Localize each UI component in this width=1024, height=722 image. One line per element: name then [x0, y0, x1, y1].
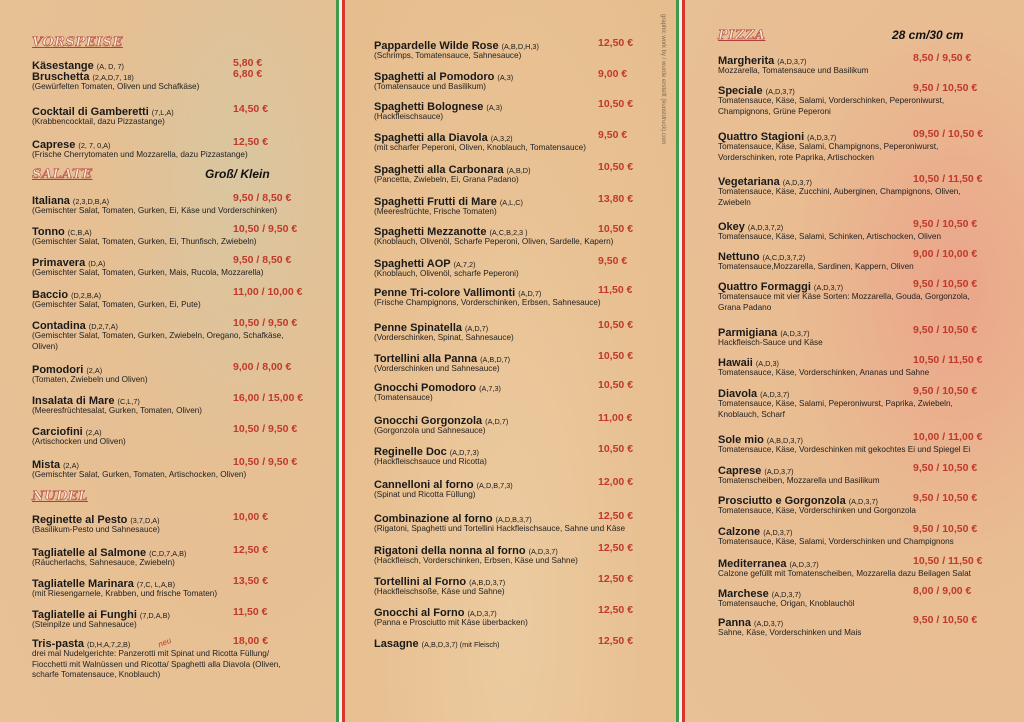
flag-stripe-red	[342, 0, 345, 722]
dish-name: Spaghetti Bolognese	[374, 101, 484, 113]
dish-name: Italiana	[32, 195, 70, 207]
dish-description: Calzone gefüllt mit Tomatenscheiben, Mozzarella dazu Beilagen Salat	[718, 569, 971, 578]
dish-name: Reginelle Doc	[374, 446, 447, 458]
dish-description: (Gewürfelten Tomaten, Oliven und Schafkäse)	[32, 82, 200, 91]
menu-item	[374, 634, 499, 652]
dish-description: (Hackfleischsoße, Käse und Sahne)	[374, 587, 505, 596]
dish-description: Sahne, Käse, Vorderschinken und Mais	[718, 628, 862, 637]
dish-name: Cannelloni al forno	[374, 479, 474, 491]
dish-price: 18,00 €	[233, 635, 269, 647]
dish-price: 12,50 €	[233, 544, 269, 556]
dish-name: Vegetariana	[718, 176, 780, 188]
dish-name: Penne Spinatella	[374, 322, 463, 334]
allergen-codes: (7,C, L,A,B)	[136, 580, 176, 589]
dish-name: Prosciutto e Gorgonzola	[718, 495, 846, 507]
allergen-codes: (A,D,3,7)	[848, 497, 878, 506]
dish-price: 9,50 / 10,50 €	[913, 278, 978, 290]
dish-description: Tomatensauce, Käse, Vorderschinken und Gorgonzola	[718, 506, 916, 515]
dish-name: Caprese	[32, 139, 76, 151]
dish-name: Gnocchi al Forno	[374, 607, 465, 619]
dish-description: (Rigatoni, Spaghetti und Tortellini Hackfleischsauce, Sahne und Käse	[374, 524, 626, 533]
dish-description: (Frische Champignons, Vorderschinken, Erbsen, Sahnesauce)	[374, 298, 601, 307]
allergen-codes: (A,D,3,7)	[771, 590, 801, 599]
allergen-codes: (A,D,3,7)	[765, 87, 795, 96]
dish-price: 5,80 €	[233, 57, 263, 69]
allergen-codes: (A,3,2)	[490, 134, 513, 143]
dish-description: Zwiebeln	[718, 197, 751, 207]
dish-name: Tagliatelle al Salmone	[32, 547, 147, 559]
dish-description: (Gorgonzola und Sahnesauce)	[374, 426, 486, 435]
dish-price: 9,50 / 10,50 €	[913, 324, 978, 336]
allergen-codes: (7,D,A,B)	[139, 611, 170, 620]
dish-price: 11,50 €	[598, 284, 633, 296]
dish-description: (Gemischter Salat, Tomaten, Gurken, Ei, Pute)	[32, 300, 201, 309]
dish-name: Tortellini alla Panna	[374, 353, 478, 365]
dish-price: 9,50 / 10,50 €	[913, 385, 978, 397]
allergen-codes: (C,B,A)	[67, 228, 92, 237]
dish-price: 9,50 / 10,50 €	[913, 82, 978, 94]
dish-description: (Räucherlachs, Sahnesauce, Zwiebeln)	[32, 558, 175, 567]
dish-price: 10,50 / 9,50 €	[233, 423, 298, 435]
dish-description: (mit scharfer Peperoni, Oliven, Knoblauch, Tomatensauce)	[374, 143, 586, 152]
allergen-codes: (2,A)	[63, 461, 79, 470]
allergen-codes: (3,7,D,A)	[130, 516, 160, 525]
dish-price: 09,50 / 10,50 €	[913, 128, 984, 140]
allergen-codes: (A,3)	[497, 73, 514, 82]
allergen-codes: (D,H,A,7,2,B)	[86, 640, 131, 649]
dish-name: Combinazione al forno	[374, 513, 493, 525]
allergen-codes: (A,D,3,7)	[760, 390, 790, 399]
dish-name: Pomodori	[32, 364, 84, 376]
allergen-codes: (2,3,D,B,A)	[72, 197, 109, 206]
dish-description: Tomatensauce mit vier Käse Sorten: Mozzarella, Gouda, Gorgonzola,	[718, 292, 970, 301]
dish-price: 6,80 €	[233, 68, 263, 80]
dish-description: (Gemischter Salat, Tomaten, Gurken, Zwiebeln, Oregano, Schafkäse,	[32, 331, 284, 340]
allergen-codes: (A,D,3,7)	[780, 329, 810, 338]
dish-price: 10,50 / 9,50 €	[233, 317, 298, 329]
dish-price: 13,80 €	[598, 193, 634, 205]
dish-name: Okey	[718, 221, 745, 233]
dish-name: Tonno	[32, 226, 65, 238]
dish-name: Spaghetti alla Carbonara	[374, 164, 504, 176]
dish-name: Hawaii	[718, 357, 753, 369]
dish-description: drei mal Nudelgerichte: Panzerotti mit Spinat und Ricotta Füllung/	[32, 649, 270, 658]
dish-name: Lasagne	[374, 638, 419, 650]
dish-name: Gnocchi Pomodoro	[374, 382, 477, 394]
dish-price: 10,00 / 11,00 €	[913, 431, 983, 443]
allergen-codes: (2,A)	[85, 428, 102, 437]
dish-description: Hackfleisch-Sauce und Käse	[718, 338, 823, 347]
dish-description: Fiocchetti mit Walnüssen und Ricotta/ Spaghetti alla Diavola (Oliven,	[32, 659, 281, 669]
dish-name: Parmigiana	[718, 327, 778, 339]
allergen-codes: (A,D,B,7,3)	[476, 481, 513, 490]
dish-name: Quattro Stagioni	[718, 131, 805, 143]
dish-description: (Artischocken und Oliven)	[32, 437, 126, 446]
dish-name: Tortellini al Forno	[374, 576, 467, 588]
dish-name: Contadina	[32, 320, 86, 332]
allergen-codes: (2,A,D,7, 18)	[92, 73, 134, 82]
allergen-codes: (2,A)	[86, 366, 103, 375]
dish-name: Nettuno	[718, 251, 760, 263]
dish-description: (Hackfleisch, Vorderschinken, Erbsen, Käse und Sahne)	[374, 556, 578, 565]
dish-name: Rigatoni della nonna al forno	[374, 545, 526, 557]
dish-description: (Schrimps, Tomatensauce, Sahnesauce)	[374, 51, 522, 60]
dish-name: Tris-pasta	[32, 638, 84, 650]
allergen-codes: (A,D,7)	[485, 417, 509, 426]
dish-description: (Tomatensauce und Basilikum)	[374, 82, 486, 91]
dish-price: 11,00 / 10,00 €	[233, 286, 303, 298]
allergen-codes: (A,D,3,7)	[782, 178, 812, 187]
allergen-codes: (D,2,7,A)	[88, 322, 118, 331]
dish-description: Tomatenscheiben, Mozzarella und Basilikum	[718, 476, 880, 485]
allergen-codes: (2, 7, 0,A)	[78, 141, 111, 150]
dish-price: 10,50 / 11,50 €	[913, 354, 983, 366]
dish-price: 12,50 €	[598, 604, 634, 616]
dish-price: 12,00 €	[598, 476, 634, 488]
dish-name: Calzone	[718, 526, 761, 538]
dish-description: scharfe Tomatensauce, Knoblauch)	[32, 670, 161, 679]
credit-text: graphic work by / wurde erstellt (kunstdruck).com	[660, 14, 666, 145]
dish-name: Sole mio	[718, 434, 764, 446]
allergen-codes: (A,D,7,3)	[449, 448, 479, 457]
dish-price: 12,50 €	[598, 635, 634, 647]
dish-description: (Vorderschinken, Spinat, Sahnesauce)	[374, 333, 514, 342]
dish-description: Champignons, Grüne Peperoni	[718, 106, 831, 116]
dish-description: (Vorderschinken und Sahnesauce)	[374, 364, 500, 373]
allergen-codes: (A, D, 7)	[96, 62, 124, 71]
dish-price: 9,00 / 10,00 €	[913, 248, 978, 260]
allergen-codes: (A,3)	[486, 103, 503, 112]
dish-name: Carciofini	[32, 426, 83, 438]
dish-price: 8,50 / 9,50 €	[913, 52, 972, 64]
dish-price: 10,50 €	[598, 319, 634, 331]
allergen-codes: (A,D,7)	[465, 324, 489, 333]
allergen-codes: (C,D,7,A,B)	[149, 549, 187, 558]
dish-description: Tomatensauce, Käse, Salami, Schinken, Artischocken, Oliven	[718, 232, 941, 241]
dish-price: 9,50 / 10,50 €	[913, 492, 978, 504]
dish-price: 11,00 €	[598, 412, 633, 424]
allergen-codes: (A,B,D,7)	[480, 355, 511, 364]
allergen-codes: (A,D,3,7)	[528, 547, 558, 556]
dish-price: 12,50 €	[598, 37, 634, 49]
dish-description: (Tomatensauce)	[374, 393, 433, 402]
dish-name: Spaghetti al Pomodoro	[374, 71, 495, 83]
allergen-codes: (D,A)	[88, 259, 106, 268]
allergen-codes: (A,B,D,3,7)	[469, 578, 506, 587]
section-salate: SALATE	[32, 167, 93, 182]
dish-price: 9,50 / 8,50 €	[233, 192, 292, 204]
dish-name: Käsestange	[32, 60, 94, 72]
dish-price: 10,50 €	[598, 379, 634, 391]
dish-description: (Meeresfrüchte, Frische Tomaten)	[374, 207, 497, 216]
allergen-codes: (A,D,3,7)	[807, 133, 837, 142]
dish-price: 10,00 €	[233, 511, 269, 523]
dish-description: (Gemischter Salat, Tomaten, Gurken, Ei, Käse und Vorderschinken)	[32, 206, 278, 215]
dish-name: Baccio	[32, 289, 69, 301]
dish-price: 10,50 €	[598, 161, 634, 173]
dish-name: Spaghetti Mezzanotte	[374, 226, 487, 238]
dish-price: 9,50 €	[598, 255, 628, 267]
dish-price: 13,50 €	[233, 575, 269, 587]
dish-name: Reginette al Pesto	[32, 514, 128, 526]
allergen-codes: (A,D,3,7)	[789, 560, 819, 569]
dish-name: Tagliatelle ai Funghi	[32, 609, 137, 621]
dish-price: 10,50 / 11,50 €	[913, 555, 983, 567]
dish-price: 8,00 / 9,00 €	[913, 585, 972, 597]
dish-name: Spaghetti AOP	[374, 258, 451, 270]
salate-size-header: Groß/ Klein	[205, 167, 270, 181]
dish-name: Bruschetta	[32, 71, 90, 83]
dish-description: Tomatensauce, Käse, Vordeschinken mit gekochtes Ei und Spiegel Ei	[718, 445, 971, 454]
dish-description: (Meeresfrüchtesalat, Gurken, Tomaten, Oliven)	[32, 406, 203, 415]
dish-name: Marchese	[718, 588, 769, 600]
allergen-codes: (C,L,7)	[117, 397, 140, 406]
allergen-codes: (A,D,3,7)	[467, 609, 497, 618]
allergen-codes: (D,2,B,A)	[71, 291, 102, 300]
dish-description: Oliven)	[32, 341, 58, 351]
allergen-codes: (A,B,D,3,7)	[766, 436, 803, 445]
dish-name: Mediterranea	[718, 558, 787, 570]
allergen-codes: (A,B,D)	[506, 166, 531, 175]
dish-name: Pappardelle Wilde Rose	[374, 40, 499, 52]
dish-price: 16,00 / 15,00 €	[233, 392, 304, 404]
allergen-codes: (A,C,B,2,3 )	[489, 228, 528, 237]
dish-name: Diavola	[718, 388, 758, 400]
dish-description: (Frische Cherrytomaten und Mozzarella, dazu Pizzastange)	[32, 150, 248, 159]
dish-price: 9,00 €	[598, 68, 628, 80]
allergen-codes: (A,D,3,7)	[764, 467, 794, 476]
allergen-codes: (A,D,3)	[755, 359, 779, 368]
dish-description: Vorderschinken, rote Paprika, Artischocken	[718, 152, 875, 162]
dish-price: 11,50 €	[233, 606, 268, 618]
allergen-codes: (A,C,D,3,7,2)	[762, 253, 806, 262]
dish-price: 10,50 / 9,50 €	[233, 456, 298, 468]
dish-price: 12,50 €	[233, 136, 269, 148]
dish-price: 12,50 €	[598, 542, 634, 554]
dish-description: (Gemischter Salat, Tomaten, Gurken, Mais, Rucola, Mozzarella)	[32, 268, 264, 277]
dish-name: Insalata di Mare	[32, 395, 115, 407]
dish-description: (Steinpilze und Sahnesauce)	[32, 620, 137, 629]
allergen-codes: (A,D,3,7)	[813, 283, 844, 292]
dish-name: Tagliatelle Marinara	[32, 578, 134, 590]
allergen-codes: (A,D,3,7,2)	[747, 223, 784, 232]
dish-description: Tomatensauce, Käse, Zucchini, Auberginen, Champignons, Oliven,	[718, 187, 961, 196]
allergen-codes: (A,B,D,H,3)	[501, 42, 539, 51]
dish-price: 9,50 / 8,50 €	[233, 254, 292, 266]
dish-description: (Hackfleischsauce und Ricotta)	[374, 457, 487, 466]
dish-description: Tomatensauce, Käse, Salami, Vorderschinken, Peperoniwurst,	[718, 96, 945, 105]
dish-description: (Basilikum-Pesto und Sahnesauce)	[32, 525, 160, 534]
dish-description: (Panna e Prosciutto mit Käse überbacken)	[374, 618, 528, 627]
dish-price: 10,50 / 11,50 €	[913, 173, 983, 185]
allergen-codes: (A,D,3,7)	[777, 57, 807, 66]
dish-description: (Gemischter Salat, Tomaten, Gurken, Ei, Thunfisch, Zwiebeln)	[32, 237, 257, 246]
dish-price: 12,50 €	[598, 573, 634, 585]
dish-name: Gnocchi Gorgonzola	[374, 415, 483, 427]
allergen-codes: (A,L,C)	[499, 198, 523, 207]
dish-description: Tomatensauce, Käse, Salami, Vorderschinken und Champignons	[718, 537, 954, 546]
section-pizza: PIZZA	[718, 28, 766, 43]
dish-description: Tomatensauche, Origan, Knoblauchöl	[718, 599, 855, 608]
dish-description: (Knoblauch, Olivenöl, Scharfe Peperoni, Oliven, Sardelle, Kapern)	[374, 237, 614, 246]
dish-description: (mit Riesengarnele, Krabben, und frische Tomaten)	[32, 589, 218, 598]
dish-description: Knoblauch, Scharf	[718, 409, 785, 419]
allergen-codes: (A,B,D,3,7) (mit Fleisch)	[421, 640, 500, 649]
dish-name: Penne Tri-colore Vallimonti	[374, 287, 516, 299]
dish-price: 12,50 €	[598, 510, 634, 522]
dish-price: 9,50 €	[598, 129, 628, 141]
dish-description: Tomatensauce, Käse, Vorderschinken, Ananas und Sahne	[718, 368, 930, 377]
pizza-size-header: 28 cm/30 cm	[892, 28, 964, 42]
dish-description: Grana Padano	[718, 302, 772, 312]
dish-name: Margherita	[718, 55, 775, 67]
dish-name: Primavera	[32, 257, 86, 269]
tris-pasta-note: neu	[156, 635, 173, 650]
dish-name: Quattro Formaggi	[718, 281, 811, 293]
dish-description: (Tomaten, Zwiebeln und Oliven)	[32, 375, 148, 384]
dish-name: Spaghetti alla Diavola	[374, 132, 488, 144]
dish-price: 10,50 / 9,50 €	[233, 223, 298, 235]
dish-name: Spaghetti Frutti di Mare	[374, 196, 497, 208]
dish-name: Cocktail di Gamberetti	[32, 106, 149, 118]
dish-price: 9,50 / 10,50 €	[913, 218, 978, 230]
allergen-codes: (A,D,B,3,7)	[495, 515, 532, 524]
dish-price: 10,50 €	[598, 98, 634, 110]
dish-description: (Pancetta, Zwiebeln, Ei, Grana Padano)	[374, 175, 519, 184]
allergen-codes: (A,D,7)	[518, 289, 542, 298]
dish-price: 9,50 / 10,50 €	[913, 462, 978, 474]
flag-stripe-red	[682, 0, 685, 722]
dish-price: 9,00 / 8,00 €	[233, 361, 292, 373]
dish-description: (Krabbencocktail, dazu Pizzastange)	[32, 117, 165, 126]
dish-name: Mista	[32, 459, 61, 471]
dish-price: 9,50 / 10,50 €	[913, 614, 978, 626]
dish-description: Tomatensauce, Käse, Salami, Peperoniwurst, Paprika, Zwiebeln,	[718, 399, 953, 408]
dish-description: (Gemischter Salat, Gurken, Tomaten, Artischocken, Oliven)	[32, 470, 247, 479]
dish-price: 9,50 / 10,50 €	[913, 523, 978, 535]
dish-price: 14,50 €	[233, 103, 269, 115]
dish-price: 10,50 €	[598, 443, 634, 455]
dish-description: Mozzarella, Tomatensauce und Basilikum	[718, 66, 869, 75]
dish-price: 10,50 €	[598, 350, 634, 362]
allergen-codes: (A,7,2)	[453, 260, 476, 269]
section-vorspeise: VORSPEISE	[32, 35, 123, 50]
dish-description: (Knoblauch, Olivenöl, scharfe Peperoni)	[374, 269, 519, 278]
dish-description: Tomatensauce,Mozzarella, Sardinen, Kappern, Oliven	[718, 262, 914, 271]
dish-description: Tomatensauce, Käse, Salami, Champignons, Peperoniwurst,	[718, 142, 939, 151]
dish-description: (Spinat und Ricotta Füllung)	[374, 490, 476, 499]
dish-description: (Hackfleischsauce)	[374, 112, 444, 121]
dish-price: 10,50 €	[598, 223, 634, 235]
section-nudel: NUDEL	[32, 489, 89, 504]
allergen-codes: (A,D,3,7)	[754, 619, 784, 628]
allergen-codes: (A,D,3,7)	[763, 528, 793, 537]
dish-name: Panna	[718, 617, 752, 629]
dish-name: Caprese	[718, 465, 762, 477]
allergen-codes: (7,L,A)	[151, 108, 174, 117]
allergen-codes: (A,7,3)	[479, 384, 501, 393]
dish-name: Speciale	[718, 85, 763, 97]
